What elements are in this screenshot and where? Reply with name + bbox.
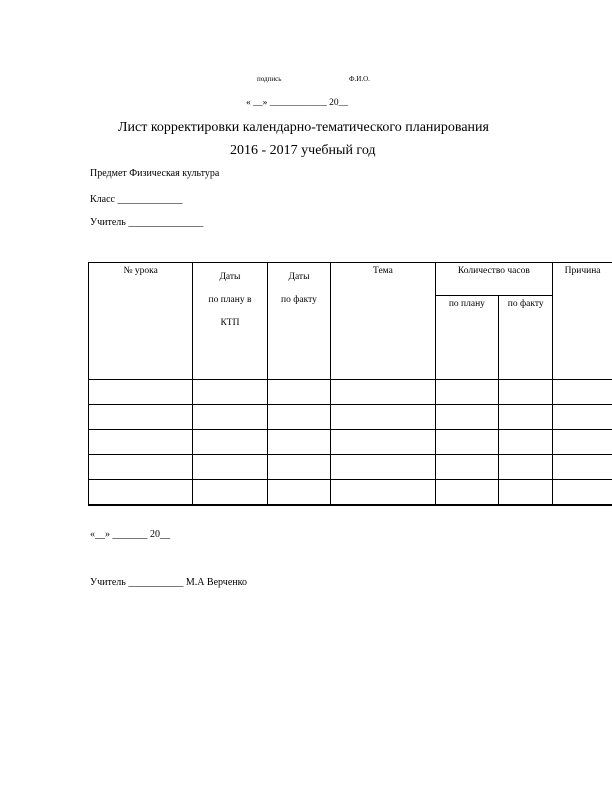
header-fact-dates: Даты по факту xyxy=(267,263,331,380)
table-row xyxy=(89,430,612,455)
page-title: Лист корректировки календарно-тематического планирования xyxy=(118,120,489,135)
class-line: Класс _____________ xyxy=(90,194,183,205)
correction-table xyxy=(88,262,612,506)
header-hours: Количество часов xyxy=(435,263,553,296)
table-row xyxy=(89,405,612,430)
signature-label: подпись xyxy=(257,75,282,83)
footer-date: «__» _______ 20__ xyxy=(90,529,170,540)
table-row xyxy=(89,455,612,480)
teacher-line: Учитель _______________ xyxy=(90,217,204,228)
header-plan-dates: Даты по плану в КТП xyxy=(193,263,267,380)
date-line: « __» ____________ 20__ xyxy=(246,98,349,108)
subject-line: Предмет Физическая культура xyxy=(90,168,220,179)
header-topic: Тема xyxy=(331,263,435,380)
footer-teacher: Учитель ___________ М.А Верченко xyxy=(90,577,247,588)
school-year: 2016 - 2017 учебный год xyxy=(230,143,376,158)
header-reason: Причина xyxy=(553,263,612,380)
header-hours-fact: по факту xyxy=(499,296,553,380)
header-lesson-no: № урока xyxy=(89,263,193,380)
fio-label: Ф.И.О. xyxy=(349,75,370,83)
table-row xyxy=(89,480,612,506)
table-row xyxy=(89,380,612,405)
header-hours-plan: по плану xyxy=(435,296,499,380)
